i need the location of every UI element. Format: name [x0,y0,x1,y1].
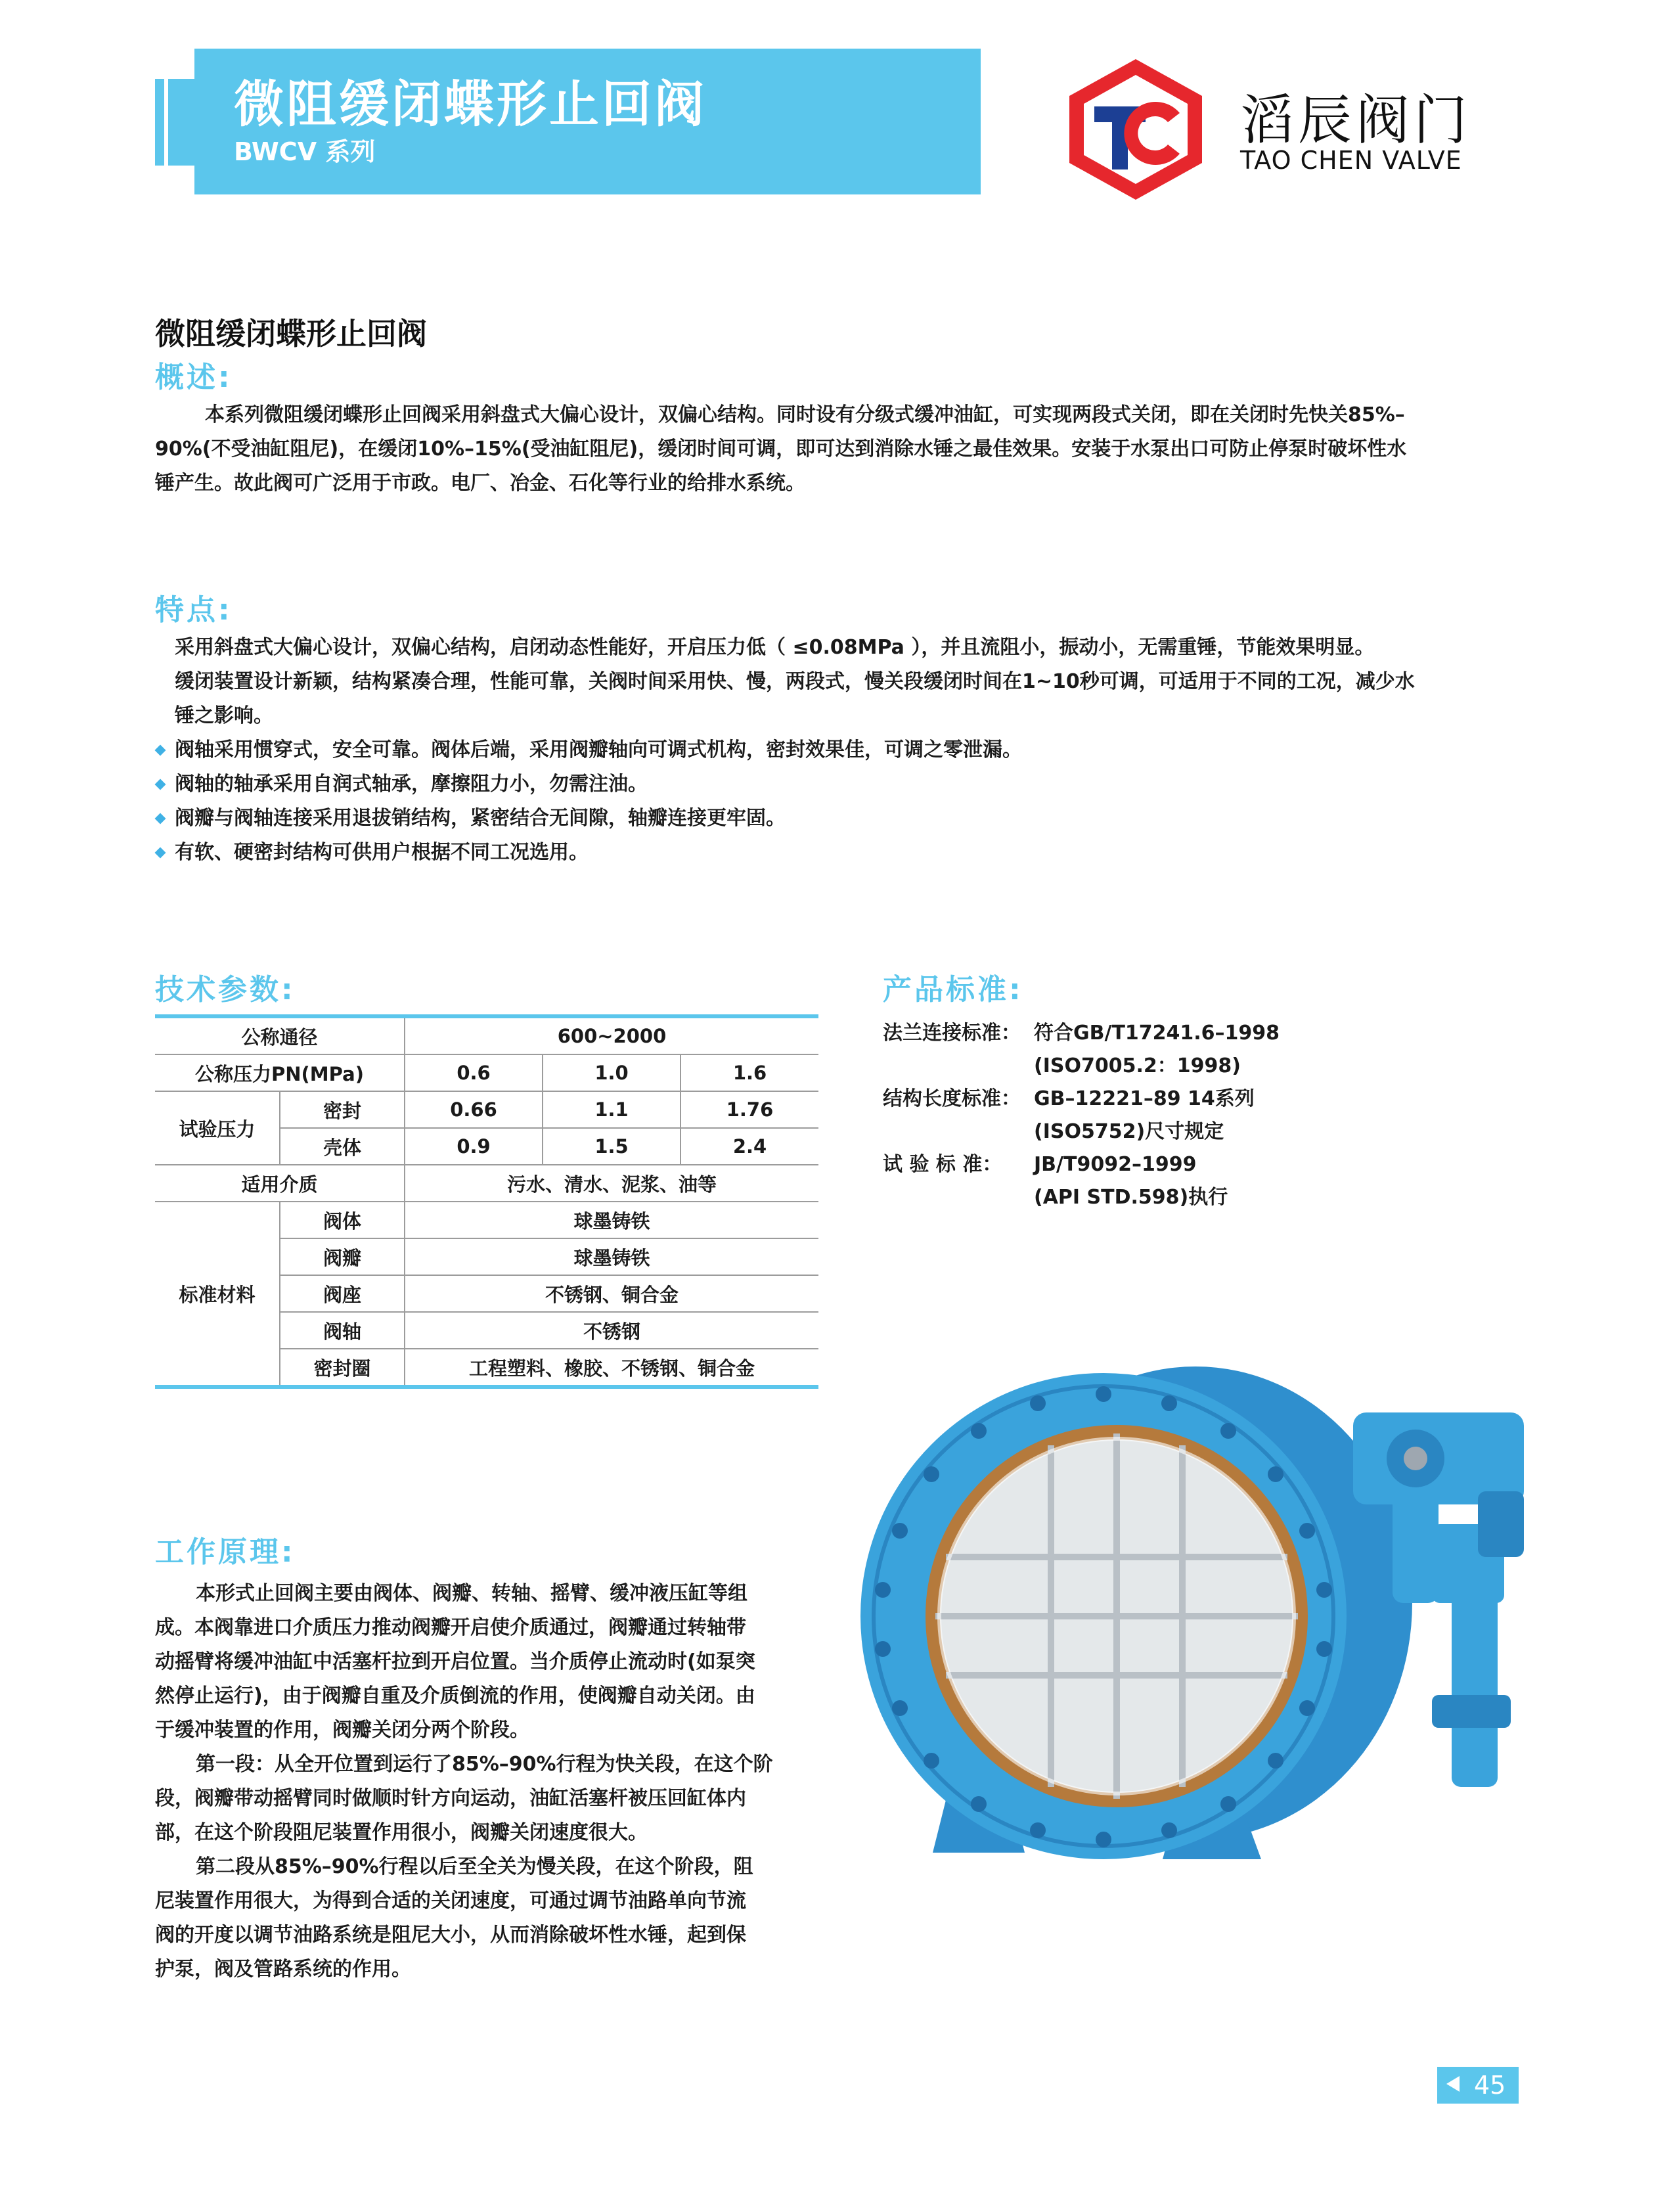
pressure-label: 公称压力PN(MPa) [155,1054,405,1091]
table-row [155,1091,818,1128]
overview-line: 90%(不受油缸阻尼)，在缓闭10%–15%(受油缸阻尼)，缓闭时间可调，即可达到消除水锤之最佳效果。安装于水泵出口可防止停泵时破坏性水 [155,438,1407,461]
standards-heading: 产品标准: [883,973,1023,1006]
standard-length-label: 结构长度标准： [883,1087,1021,1110]
material-value: 不锈钢 [405,1312,818,1349]
features-line: 锤之影响。 [175,704,273,727]
material-part: 阀体 [280,1202,405,1238]
standard-flange-line: 符合GB/T17241.6–1998 [1034,1022,1280,1045]
material-value: 工程塑料、橡胶、不锈钢、铜合金 [405,1349,818,1387]
material-part: 阀座 [280,1275,405,1312]
shell-label: 壳体 [280,1128,405,1165]
materials-label: 标准材料 [155,1202,280,1387]
standard-flange-label: 法兰连接标准： [883,1022,1021,1045]
brand-name-en: TAO CHEN VALVE [1240,146,1462,175]
nominal-dia-value: 600~2000 [405,1016,818,1054]
standard-test-label: 试 验 标 准： [883,1153,1002,1176]
standard-length-line: GB–12221–89 14系列 [1034,1087,1255,1110]
features-line: 采用斜盘式大偏心设计，双偏心结构，启闭动态性能好，开启压力低（ ≤0.08MPa ），并且流阻小，振动小，无需重锤，节能效果明显。 [175,636,1375,659]
principle-line: 然停止运行)，由于阀瓣自重及介质倒流的作用，使阀瓣自动关闭。由 [155,1684,755,1707]
features-text [175,631,1541,733]
standard-length-line: (ISO5752)尺寸规定 [1034,1120,1224,1143]
seal-value: 0.66 [405,1091,543,1128]
principle-line: 部，在这个阶段阻尼装置作用很小，阀瓣关闭速度很大。 [155,1821,648,1844]
principle-line: 阀的开度以调节油路系统是阻尼大小，从而消除破坏性水锤，起到保 [155,1924,746,1947]
feature-bullet: 阀轴的轴承采用自润式轴承，摩擦阻力小，勿需注油。 [155,767,1022,801]
feature-bullet: 阀轴采用惯穿式，安全可靠。阀体后端，采用阀瓣轴向可调式机构，密封效果佳，可调之零泄漏。 [155,733,1022,767]
shell-value: 2.4 [680,1128,818,1165]
principle-line: 成。本阀靠进口介质压力推动阀瓣开启使介质通过，阀瓣通过转轴带 [155,1616,746,1639]
feature-bullet: 有软、硬密封结构可供用户根据不同工况选用。 [155,836,1022,870]
nominal-dia-label: 公称通径 [155,1016,405,1054]
principle-line: 第二段从85%–90%行程以后至全关为慢关段，在这个阶段，阻 [196,1855,753,1878]
test-pressure-label: 试验压力 [155,1091,280,1165]
pressure-value: 1.0 [543,1054,680,1091]
page-number: 45 [1474,2071,1506,2100]
table-row [155,1165,818,1202]
material-part: 阀轴 [280,1312,405,1349]
overview-heading: 概述: [155,361,233,394]
principle-heading: 工作原理: [155,1535,296,1569]
tc-logo-icon [1064,56,1207,202]
principle-text [155,1577,818,1987]
table-row [155,1054,818,1091]
product-title: 微阻缓闭蝶形止回阀 [155,316,427,351]
principle-line: 护泵，阀及管路系统的作用。 [155,1958,411,1981]
shell-value: 1.5 [543,1128,680,1165]
valve-photo [854,1353,1544,1885]
page-arrow-icon [1446,2076,1460,2092]
material-part: 密封圈 [280,1349,405,1387]
overview-line: 本系列微阻缓闭蝶形止回阀采用斜盘式大偏心设计，双偏心结构。同时设有分级式缓冲油缸，可实现两段式关闭，即在关闭时先快关85%– [205,403,1405,426]
principle-line: 动摇臂将缓冲油缸中活塞杆拉到开启位置。当介质停止流动时(如泵突 [155,1650,755,1673]
material-value: 不锈钢、铜合金 [405,1275,818,1312]
standard-test-line: JB/T9092–1999 [1034,1153,1197,1176]
material-value: 球墨铸铁 [405,1202,818,1238]
principle-line: 本形式止回阀主要由阀体、阀瓣、转轴、摇臂、缓冲液压缸等组 [196,1582,747,1605]
banner-bracket [164,63,181,180]
table-row [155,1202,818,1238]
pressure-value: 0.6 [405,1054,543,1091]
principle-line: 于缓冲装置的作用，阀瓣关闭分两个阶段。 [155,1719,529,1742]
standard-flange-line: (ISO7005.2：1998) [1034,1054,1241,1077]
principle-line: 尼装置作用很大，为得到合适的关闭速度，可通过调节油路单向节流 [155,1889,746,1912]
principle-line: 段，阀瓣带动摇臂同时做顺时针方向运动，油缸活塞杆被压回缸体内 [155,1787,746,1810]
pressure-value: 1.6 [680,1054,818,1091]
features-line: 缓闭装置设计新颖，结构紧凑合理，性能可靠，关阀时间采用快、慢，两段式，慢关段缓闭时间在1~10秒可调，可适用于不同的工况，减少水 [175,670,1415,693]
overview-text [155,398,1541,501]
standard-test-line: (API STD.598)执行 [1034,1186,1228,1209]
seal-value: 1.1 [543,1091,680,1128]
spec-table [155,1014,818,1389]
logo-letters: TC [1136,202,1137,203]
seal-value: 1.76 [680,1091,818,1128]
shell-value: 0.9 [405,1128,543,1165]
media-label: 适用介质 [155,1165,405,1202]
table-row [155,1016,818,1054]
material-part: 阀瓣 [280,1238,405,1275]
material-value: 球墨铸铁 [405,1238,818,1275]
brand-name-cn: 滔辰阀门 [1240,89,1472,152]
banner-series: BWCV 系列 [234,137,376,166]
features-bullets [155,733,1022,870]
tech-heading: 技术参数: [155,973,296,1006]
media-value: 污水、清水、泥浆、油等 [405,1165,818,1202]
principle-line: 第一段：从全开位置到运行了85%–90%行程为快关段，在这个阶 [196,1753,773,1776]
features-heading: 特点: [155,593,233,627]
feature-bullet: 阀瓣与阀轴连接采用退拔销结构，紧密结合无间隙，轴瓣连接更牢固。 [155,801,1022,836]
seal-label: 密封 [280,1091,405,1128]
banner-title: 微阻缓闭蝶形止回阀 [234,75,707,133]
overview-line: 锤产生。故此阀可广泛用于市政。电厂、冶金、石化等行业的给排水系统。 [155,472,805,495]
